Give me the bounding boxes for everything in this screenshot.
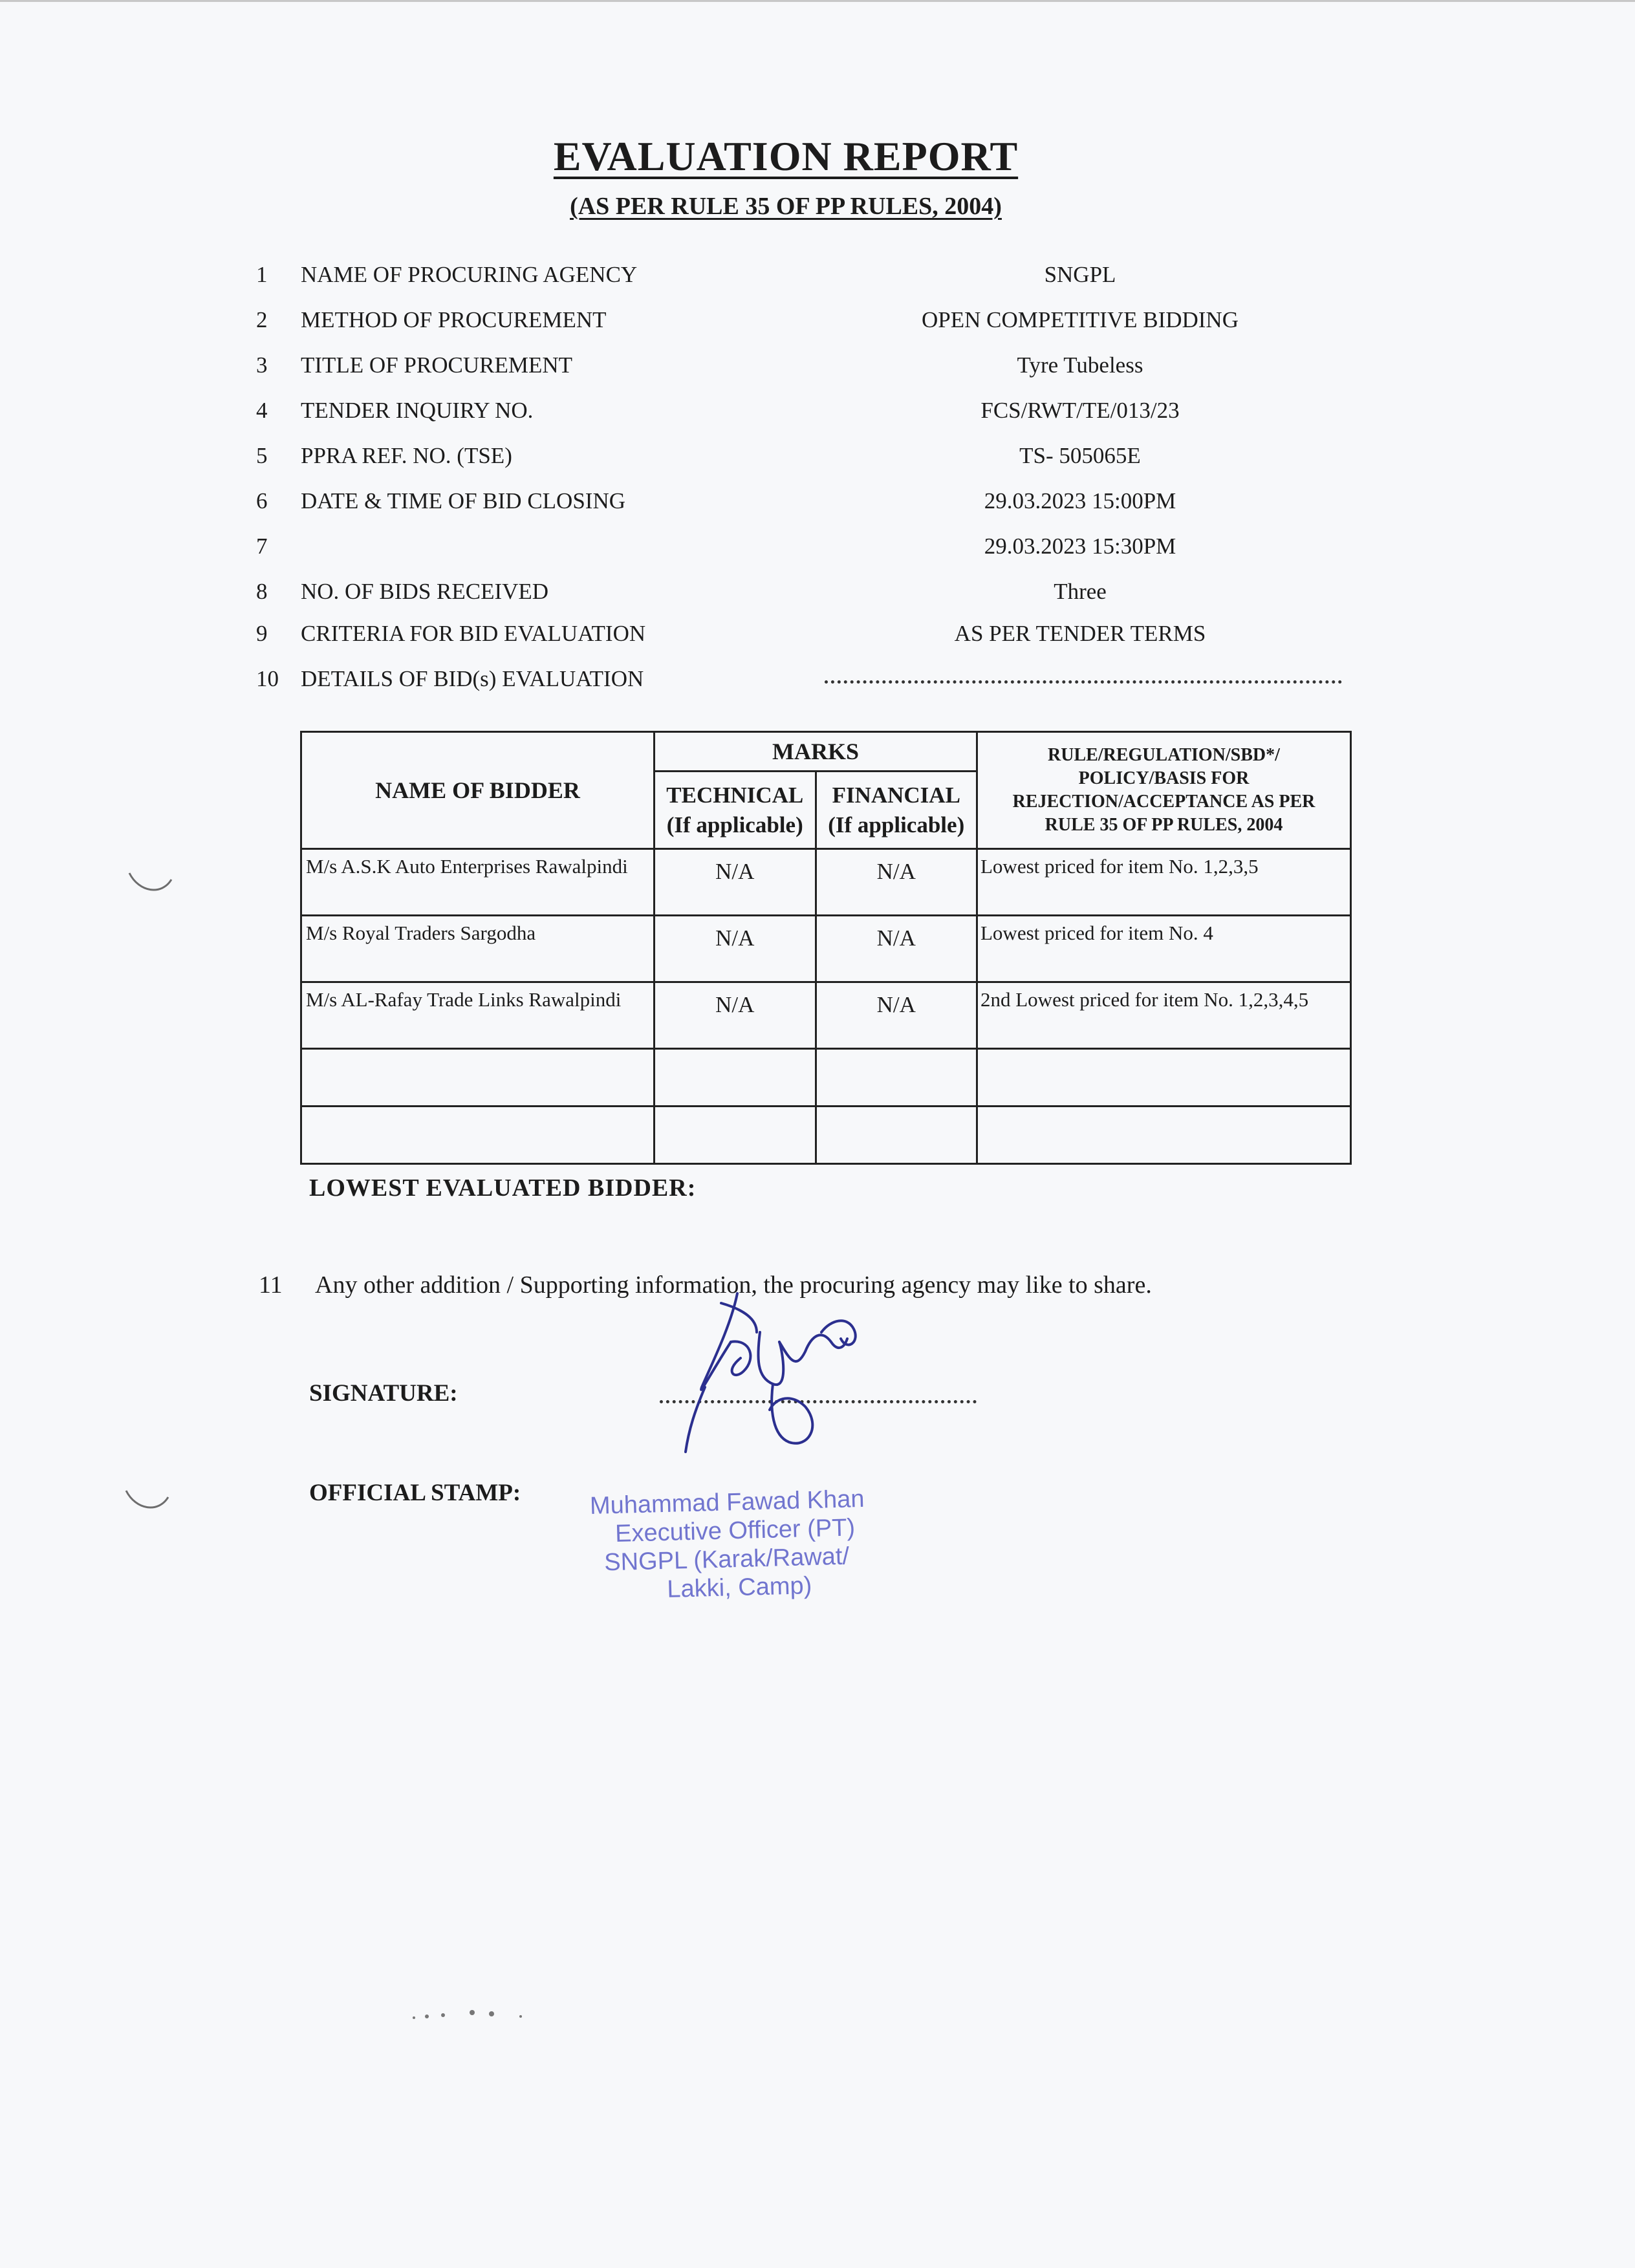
bid-evaluation-table bbox=[300, 731, 1352, 1165]
row-number: 8 bbox=[256, 579, 268, 604]
header-financial-line: FINANCIAL bbox=[832, 782, 960, 808]
financial-mark: N/A bbox=[816, 982, 977, 1049]
handwritten-signature bbox=[660, 1280, 912, 1455]
row-value: Tyre Tubeless bbox=[1017, 352, 1143, 378]
technical-mark: N/A bbox=[655, 849, 816, 916]
header-marks: MARKS bbox=[655, 732, 977, 772]
empty-cell bbox=[977, 1107, 1351, 1164]
stamp-line: Lakki, Camp) bbox=[666, 1572, 812, 1603]
row-number: 3 bbox=[256, 352, 268, 378]
row-label: NAME OF PROCURING AGENCY bbox=[301, 262, 638, 287]
row-value: OPEN COMPETITIVE BIDDING bbox=[922, 307, 1239, 332]
table-row bbox=[301, 916, 1351, 982]
stamp-line: Executive Officer (PT) bbox=[614, 1514, 856, 1548]
header-technical bbox=[655, 772, 816, 849]
empty-cell bbox=[301, 1049, 655, 1107]
official-stamp bbox=[580, 1483, 946, 1622]
lowest-evaluated-bidder-label: LOWEST EVALUATED BIDDER: bbox=[309, 1174, 697, 1202]
bidder-name: M/s Royal Traders Sargodha bbox=[301, 916, 655, 982]
row-value: AS PER TENDER TERMS bbox=[954, 621, 1206, 646]
table-header-row bbox=[301, 732, 1351, 772]
evaluation-basis: Lowest priced for item No. 1,2,3,5 bbox=[977, 849, 1351, 916]
header-rule-basis bbox=[977, 732, 1351, 849]
empty-cell bbox=[977, 1049, 1351, 1107]
bidder-name: M/s AL-Rafay Trade Links Rawalpindi bbox=[301, 982, 655, 1049]
evaluation-basis: Lowest priced for item No. 4 bbox=[977, 916, 1351, 982]
empty-cell bbox=[816, 1107, 977, 1164]
header-rule-line: POLICY/BASIS FOR bbox=[1078, 768, 1250, 788]
page-subtitle: (AS PER RULE 35 OF PP RULES, 2004) bbox=[570, 193, 1002, 220]
header-financial-note: (If applicable) bbox=[828, 812, 965, 837]
header-rule-line: RULE 35 OF PP RULES, 2004 bbox=[1045, 815, 1283, 835]
row-value: 29.03.2023 15:30PM bbox=[984, 534, 1176, 559]
info-row-bids-received bbox=[0, 579, 1635, 618]
empty-cell bbox=[655, 1049, 816, 1107]
row-label: METHOD OF PROCUREMENT bbox=[301, 307, 607, 332]
row-number: 10 bbox=[256, 666, 279, 691]
row-label: NO. OF BIDS RECEIVED bbox=[301, 579, 549, 604]
row-label: TENDER INQUIRY NO. bbox=[301, 398, 534, 423]
row-value: 29.03.2023 15:00PM bbox=[984, 488, 1176, 513]
row-number: 1 bbox=[256, 262, 268, 287]
evaluation-basis: 2nd Lowest priced for item No. 1,2,3,4,5 bbox=[977, 982, 1351, 1049]
row-number: 4 bbox=[256, 398, 268, 423]
empty-cell bbox=[816, 1049, 977, 1107]
header-technical-line: TECHNICAL bbox=[666, 782, 804, 808]
row-number: 9 bbox=[256, 621, 268, 646]
info-row-procuring-agency bbox=[0, 262, 1635, 301]
financial-mark: N/A bbox=[816, 916, 977, 982]
dotted-line bbox=[825, 667, 1342, 684]
row-value: SNGPL bbox=[1044, 262, 1116, 287]
info-row-ppra-ref bbox=[0, 443, 1635, 482]
row-number: 11 bbox=[259, 1271, 283, 1299]
punch-hole-mark bbox=[126, 863, 178, 902]
row-number: 7 bbox=[256, 534, 268, 559]
technical-mark: N/A bbox=[655, 982, 816, 1049]
info-row-bid-details bbox=[0, 666, 1635, 705]
punch-hole-mark bbox=[123, 1481, 175, 1520]
financial-mark: N/A bbox=[816, 849, 977, 916]
signature-label: SIGNATURE: bbox=[309, 1380, 458, 1407]
header-name-of-bidder: NAME OF BIDDER bbox=[301, 732, 655, 849]
table-row bbox=[301, 982, 1351, 1049]
row-label: PPRA REF. NO. (TSE) bbox=[301, 443, 512, 468]
table-row bbox=[301, 849, 1351, 916]
header-technical-note: (If applicable) bbox=[666, 812, 803, 837]
row-number: 5 bbox=[256, 443, 268, 468]
official-stamp-label: OFFICIAL STAMP: bbox=[309, 1480, 521, 1506]
row-value: FCS/RWT/TE/013/23 bbox=[980, 398, 1180, 423]
row-label: DETAILS OF BID(s) EVALUATION bbox=[301, 666, 644, 691]
table-row-empty bbox=[301, 1049, 1351, 1107]
page-title: EVALUATION REPORT bbox=[553, 133, 1019, 179]
header-rule-line: RULE/REGULATION/SBD*/ bbox=[1048, 745, 1280, 765]
stamp-line: Muhammad Fawad Khan bbox=[589, 1485, 865, 1520]
technical-mark: N/A bbox=[655, 916, 816, 982]
table-row-empty bbox=[301, 1107, 1351, 1164]
scan-smudge bbox=[407, 2005, 530, 2024]
info-row-criteria bbox=[0, 621, 1635, 660]
bidder-name: M/s A.S.K Auto Enterprises Rawalpindi bbox=[301, 849, 655, 916]
row-label: TITLE OF PROCUREMENT bbox=[301, 352, 572, 378]
info-row-tender-inquiry bbox=[0, 398, 1635, 437]
row-label: CRITERIA FOR BID EVALUATION bbox=[301, 621, 646, 646]
row-number: 6 bbox=[256, 488, 268, 513]
stamp-line: SNGPL (Karak/Rawat/ bbox=[603, 1542, 850, 1577]
header-financial bbox=[816, 772, 977, 849]
info-row-method bbox=[0, 307, 1635, 346]
header-rule-line: REJECTION/ACCEPTANCE AS PER bbox=[1012, 792, 1316, 812]
row-number: 2 bbox=[256, 307, 268, 332]
row-value: Three bbox=[1054, 579, 1107, 604]
empty-cell bbox=[655, 1107, 816, 1164]
info-row-title bbox=[0, 352, 1635, 391]
row-label: DATE & TIME OF BID CLOSING bbox=[301, 488, 625, 513]
empty-cell bbox=[301, 1107, 655, 1164]
info-row-bid-closing bbox=[0, 488, 1635, 527]
row-value: TS- 505065E bbox=[1019, 443, 1141, 468]
other-information-text: Any other addition / Supporting information, the procuring agency may like to share. bbox=[315, 1271, 1152, 1299]
scan-top-edge bbox=[0, 0, 1635, 2]
info-row-7 bbox=[0, 534, 1635, 572]
